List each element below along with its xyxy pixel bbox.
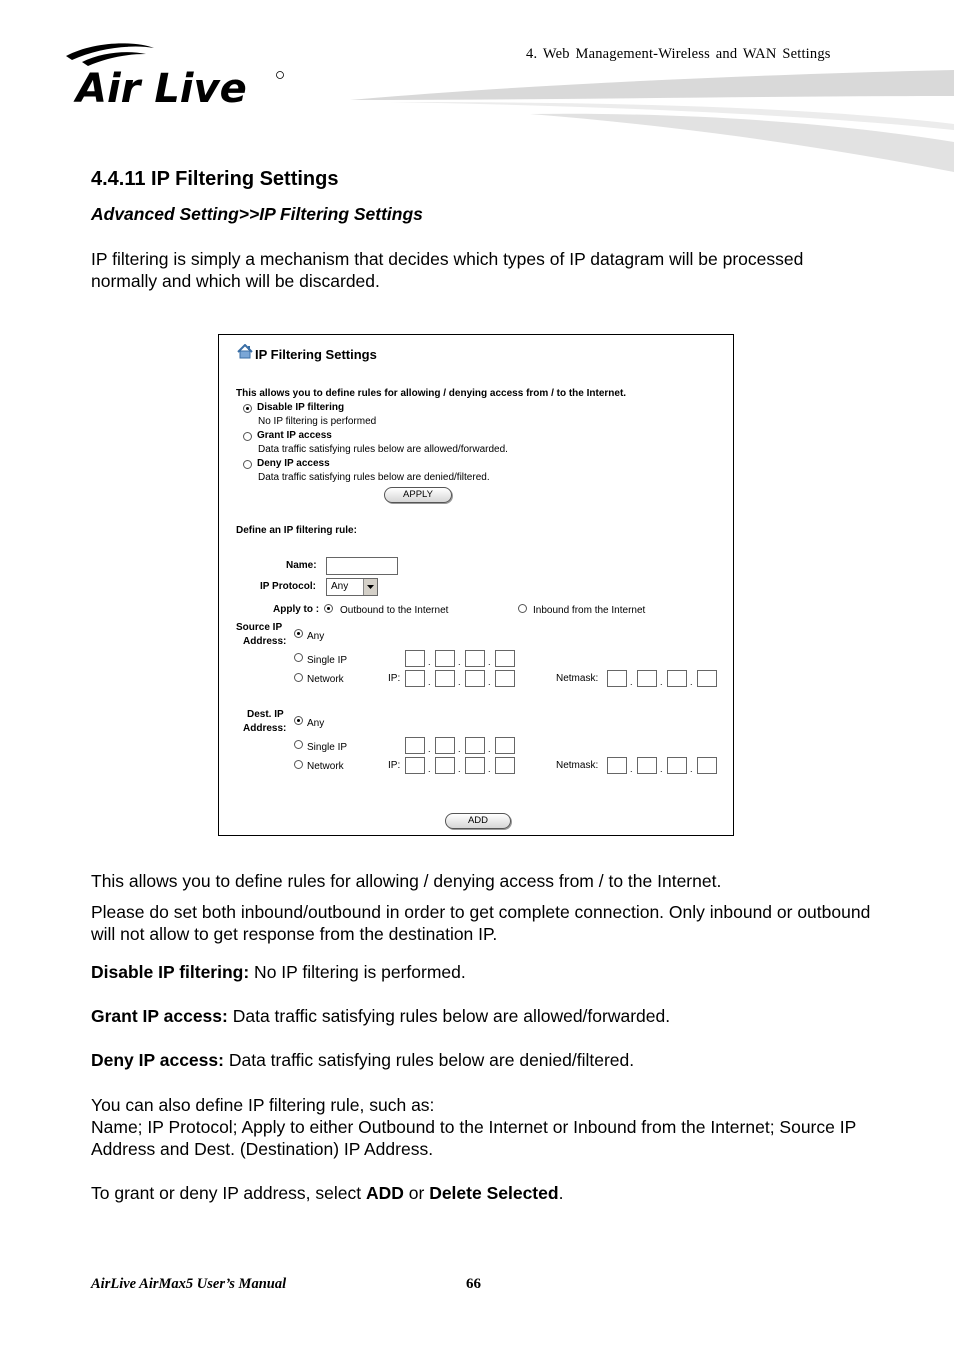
source-network-ip-label: IP: xyxy=(388,673,401,684)
source-ip-label: Source IP xyxy=(236,622,283,633)
source-network-ip-octet-3[interactable] xyxy=(465,670,485,687)
deny-access-radio[interactable] xyxy=(243,460,252,469)
dest-any-radio[interactable] xyxy=(294,716,303,725)
dest-netmask-octet-4[interactable] xyxy=(697,757,717,774)
dest-ip-label: Dest. IP xyxy=(247,709,284,720)
airlive-logo xyxy=(62,40,292,110)
dest-single-ip-octet-1[interactable] xyxy=(405,737,425,754)
dest-network-ip-label: IP: xyxy=(388,760,401,771)
protocol-select[interactable] xyxy=(326,578,378,596)
outbound-radio[interactable] xyxy=(324,604,333,613)
dest-network-radio[interactable] xyxy=(294,760,303,769)
disable-filtering-label: Disable IP filtering xyxy=(257,402,345,413)
dest-network-ip-octet-1[interactable] xyxy=(405,757,425,774)
dest-single-ip-octet-3[interactable] xyxy=(465,737,485,754)
disable-filtering-text: No IP filtering is performed. xyxy=(249,962,466,982)
grant-deny-paragraph: To grant or deny IP address, select ADD or Delete Selected. xyxy=(91,1183,564,1203)
chapter-heading: 4. Web Management-Wireless and WAN Settings xyxy=(526,46,831,62)
dest-single-ip-octet-4[interactable] xyxy=(495,737,515,754)
source-any-label: Any xyxy=(307,631,325,642)
source-single-ip-label: Single IP xyxy=(307,655,348,666)
source-any-radio[interactable] xyxy=(294,629,303,638)
dest-single-ip-label: Single IP xyxy=(307,742,348,753)
chevron-down-icon[interactable] xyxy=(363,579,377,595)
grant-access-text: Data traffic satisfying rules below are allowed/forwarded. xyxy=(227,1006,671,1026)
source-network-radio[interactable] xyxy=(294,673,303,682)
rule-fields-line-2: Name; IP Protocol; Apply to either Outbound to the Internet or Inbound from the Internet; Source IP Address and Dest. (Destination) IP Address. xyxy=(91,1117,856,1159)
source-netmask-octet-1[interactable] xyxy=(607,670,627,687)
home-icon xyxy=(237,344,253,359)
section-title: 4.4.11 IP Filtering Settings xyxy=(91,168,339,190)
dest-single-ip-radio[interactable] xyxy=(294,740,303,749)
grant-access-term: Grant IP access: xyxy=(91,1006,228,1026)
protocol-selected-value: Any xyxy=(331,581,349,592)
dest-network-ip-octet-2[interactable] xyxy=(435,757,455,774)
source-network-ip-octet-1[interactable] xyxy=(405,670,425,687)
source-netmask-label: Netmask: xyxy=(556,673,599,684)
dest-single-ip-octet-2[interactable] xyxy=(435,737,455,754)
screenshot-description: This allows you to define rules for allowing / denying access from / to the Internet. xyxy=(236,388,627,399)
menu-path: Advanced Setting>>IP Filtering Settings xyxy=(91,204,423,224)
grant-access-radio[interactable] xyxy=(243,432,252,441)
footer-manual-title: AirLive AirMax5 User’s Manual xyxy=(91,1276,287,1292)
name-label: Name: xyxy=(286,560,317,571)
svg-text:Air Live: Air Live xyxy=(76,66,247,110)
body-paragraph-1: This allows you to define rules for allowing / denying access from / to the Internet. xyxy=(91,871,722,891)
page-number: 66 xyxy=(466,1276,481,1292)
intro-paragraph: IP filtering is simply a mechanism that decides which types of IP datagram will be processed normally and which will be discarded. xyxy=(91,249,804,291)
airlive-logo-icon xyxy=(62,40,292,110)
source-single-ip-octet-2[interactable] xyxy=(435,650,455,667)
source-network-ip-octet-2[interactable] xyxy=(435,670,455,687)
apply-button[interactable]: APPLY xyxy=(384,487,452,503)
deny-access-text: Data traffic satisfying rules below are denied/filtered. xyxy=(223,1050,635,1070)
ip-filtering-screenshot: IP Filtering Settings This allows you to define rules for allowing / denying access from / to the Internet. Disable IP filtering No IP filtering is performed Grant IP access Data traffic satisfying rules below are allowed/forwarded. Deny IP access Data traffic satisfying rules below are denied/filtered. APPLY Define an IP filtering rule: Name: IP Protocol: Any Apply to : Outbound to the Internet Inbound from the Internet Source IP Address: Any Single IP Network . . . IP: . . . Netmask: . . . Dest. IP Address: Any Single IP Network . . . IP: . . . Netmask: . . . ADD xyxy=(218,334,734,836)
deny-access-definition xyxy=(91,1049,871,1071)
dest-any-label: Any xyxy=(307,718,325,729)
rule-fields-line-1: You can also define IP filtering rule, such as: xyxy=(91,1095,435,1115)
apply-to-label: Apply to : xyxy=(273,604,320,615)
disable-filtering-desc: No IP filtering is performed xyxy=(258,416,377,427)
name-input[interactable] xyxy=(326,557,398,575)
deny-access-desc: Data traffic satisfying rules below are denied/filtered. xyxy=(258,472,490,483)
dest-netmask-label: Netmask: xyxy=(556,760,599,771)
deny-access-label: Deny IP access xyxy=(257,458,330,469)
source-netmask-octet-3[interactable] xyxy=(667,670,687,687)
dest-network-label: Network xyxy=(307,761,344,772)
delete-selected-term: Delete Selected xyxy=(429,1183,559,1203)
grant-access-label: Grant IP access xyxy=(257,430,332,441)
body-paragraph-2: Please do set both inbound/outbound in order to get complete connection. Only inbound or outbound will not allow to get response from the destination IP. xyxy=(91,902,871,944)
header-swoosh-decoration xyxy=(350,66,954,186)
source-netmask-octet-2[interactable] xyxy=(637,670,657,687)
source-single-ip-octet-1[interactable] xyxy=(405,650,425,667)
screenshot-title: IP Filtering Settings xyxy=(255,347,377,362)
grant-access-definition xyxy=(91,1005,871,1027)
source-single-ip-octet-4[interactable] xyxy=(495,650,515,667)
dest-address-label: Address: xyxy=(243,723,287,734)
dest-netmask-octet-1[interactable] xyxy=(607,757,627,774)
rule-fields-paragraph xyxy=(91,1094,871,1160)
dest-network-ip-octet-4[interactable] xyxy=(495,757,515,774)
disable-filtering-definition xyxy=(91,961,871,983)
disable-filtering-term: Disable IP filtering: xyxy=(91,962,250,982)
inbound-radio[interactable] xyxy=(518,604,527,613)
source-address-label: Address: xyxy=(243,636,287,647)
source-single-ip-octet-3[interactable] xyxy=(465,650,485,667)
source-network-ip-octet-4[interactable] xyxy=(495,670,515,687)
outbound-label: Outbound to the Internet xyxy=(340,605,449,616)
add-term: ADD xyxy=(365,1183,404,1203)
dest-network-ip-octet-3[interactable] xyxy=(465,757,485,774)
grant-access-desc: Data traffic satisfying rules below are allowed/forwarded. xyxy=(258,444,508,455)
source-single-ip-radio[interactable] xyxy=(294,653,303,662)
add-button[interactable]: ADD xyxy=(445,813,511,829)
deny-access-term: Deny IP access: xyxy=(91,1050,224,1070)
define-rule-heading: Define an IP filtering rule: xyxy=(236,525,357,536)
dest-netmask-octet-2[interactable] xyxy=(637,757,657,774)
protocol-label: IP Protocol: xyxy=(260,581,316,592)
inbound-label: Inbound from the Internet xyxy=(533,605,646,616)
dest-netmask-octet-3[interactable] xyxy=(667,757,687,774)
source-netmask-octet-4[interactable] xyxy=(697,670,717,687)
source-network-label: Network xyxy=(307,674,344,685)
disable-filtering-radio[interactable] xyxy=(243,404,252,413)
